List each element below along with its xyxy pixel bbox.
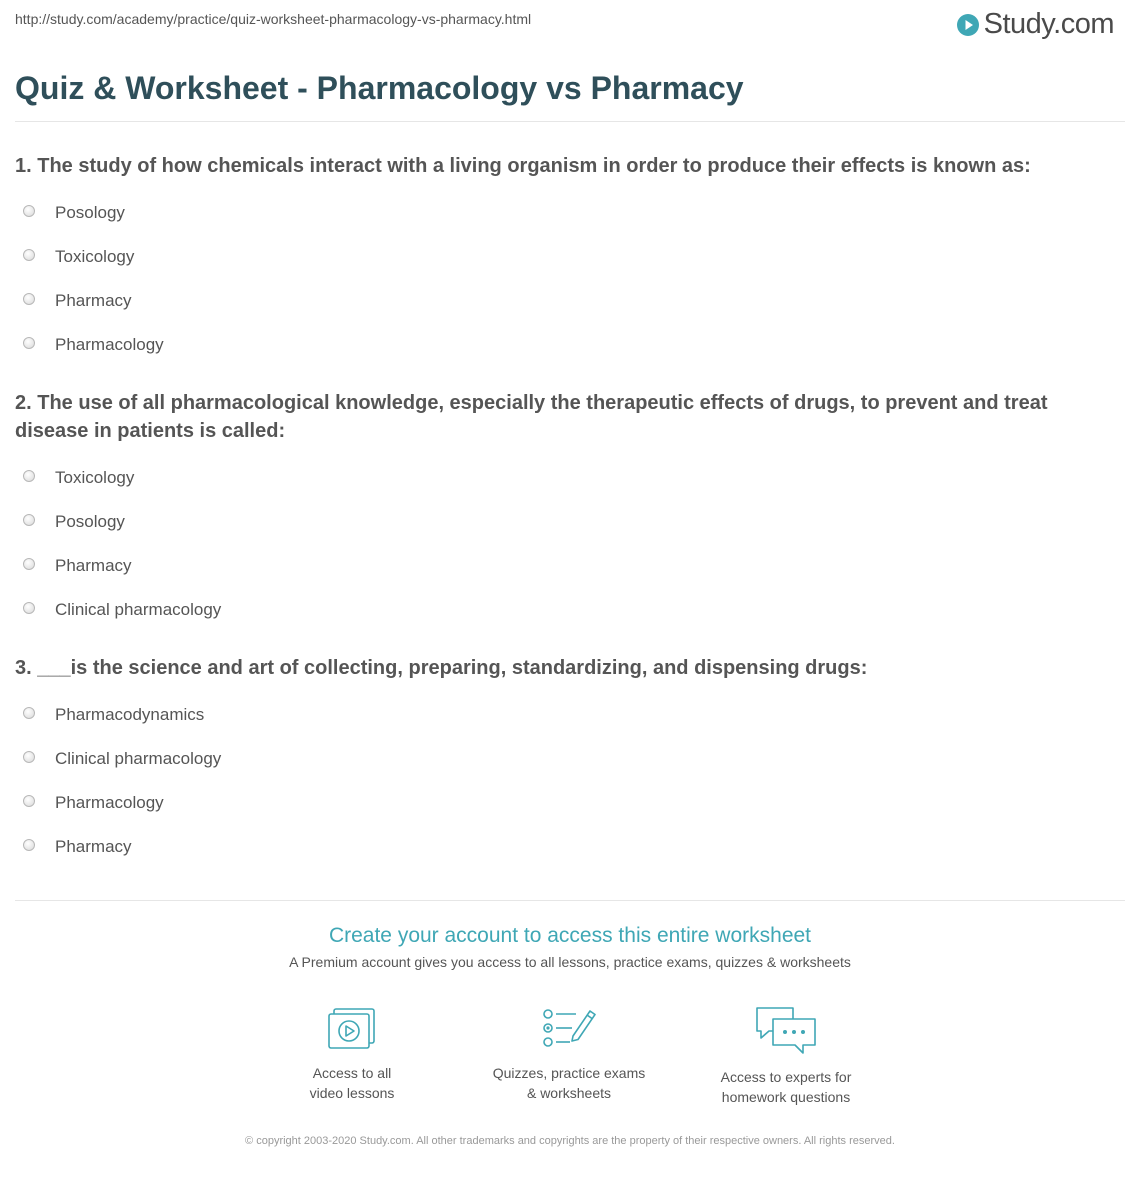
question-text: 2. The use of all pharmacological knowledge, especially the therapeutic effects of drugs, to prevent and treat disease in patients is called: [15,392,1048,442]
feature-label-line1: Access to experts for [720,1069,852,1085]
radio-button[interactable] [23,514,35,526]
answer-label: Pharmacy [55,556,132,575]
answer-label: Pharmacology [55,793,164,812]
answer-list [15,191,1115,367]
answer-option[interactable] [15,781,1115,825]
radio-button[interactable] [23,249,35,261]
answer-option[interactable] [15,279,1115,323]
radio-button[interactable] [23,337,35,349]
cta-subtitle: A Premium account gives you access to all lessons, practice exams, quizzes & worksheets [289,954,851,970]
radio-button[interactable] [23,205,35,217]
copyright-footer: © copyright 2003-2020 Study.com. All other trademarks and copyrights are the property of their respective owners. All rights reserved. [245,1135,895,1147]
feature-label-line1: Quizzes, practice exams [492,1065,646,1081]
feature-quizzes [479,1005,659,1103]
chat-bubbles-icon [753,1005,819,1055]
answer-option[interactable] [15,825,1115,869]
cta-title[interactable]: Create your account to access this entire worksheet [328,924,812,947]
radio-button[interactable] [23,751,35,763]
answer-label: Clinical pharmacology [55,600,222,619]
answer-option[interactable] [15,323,1115,367]
question-text: 3. ___is the science and art of collecting, preparing, standardizing, and dispensing drugs: [15,657,868,679]
question-3 [15,654,1115,869]
radio-button[interactable] [23,795,35,807]
feature-video-lessons [262,1005,442,1103]
answer-option[interactable] [15,235,1115,279]
answer-label: Toxicology [55,468,135,487]
feature-label-line2: homework questions [721,1089,851,1105]
question-text: 1. The study of how chemicals interact with a living organism in order to produce their effects is known as: [15,155,1031,177]
question-list [15,152,1115,891]
page-title: Quiz & Worksheet - Pharmacology vs Pharmacy [15,70,744,106]
answer-option[interactable] [15,693,1115,737]
answer-option[interactable] [15,191,1115,235]
page-url: http://study.com/academy/practice/quiz-worksheet-pharmacology-vs-pharmacy.html [15,11,532,27]
answer-label: Toxicology [55,247,135,266]
title-divider [15,121,1125,122]
question-1 [15,152,1115,367]
cta-divider [15,900,1125,901]
radio-button[interactable] [23,602,35,614]
logo-text: Study.com [983,8,1114,40]
answer-list [15,456,1115,632]
radio-button[interactable] [23,558,35,570]
answer-option[interactable] [15,737,1115,781]
radio-button[interactable] [23,470,35,482]
answer-option[interactable] [15,544,1115,588]
answer-label: Posology [55,512,125,531]
answer-label: Clinical pharmacology [55,749,222,768]
feature-label-line2: & worksheets [526,1085,612,1101]
study-logo[interactable] [956,8,1114,41]
answer-label: Pharmacology [55,335,164,354]
play-logo-icon [956,13,980,37]
answer-option[interactable] [15,456,1115,500]
radio-button[interactable] [23,293,35,305]
answer-label: Pharmacodynamics [55,705,205,724]
answer-label: Pharmacy [55,837,132,856]
answer-option[interactable] [15,588,1115,632]
radio-button[interactable] [23,707,35,719]
radio-button[interactable] [23,839,35,851]
answer-label: Pharmacy [55,291,132,310]
signup-cta [0,924,1140,970]
answer-option[interactable] [15,500,1115,544]
video-lessons-icon [325,1005,379,1051]
feature-label-line2: video lessons [309,1085,395,1101]
answer-label: Posology [55,203,125,222]
quiz-checklist-icon [540,1005,598,1051]
question-2 [15,389,1115,632]
feature-experts [696,1005,876,1107]
feature-label-line1: Access to all [312,1065,392,1081]
answer-list [15,693,1115,869]
